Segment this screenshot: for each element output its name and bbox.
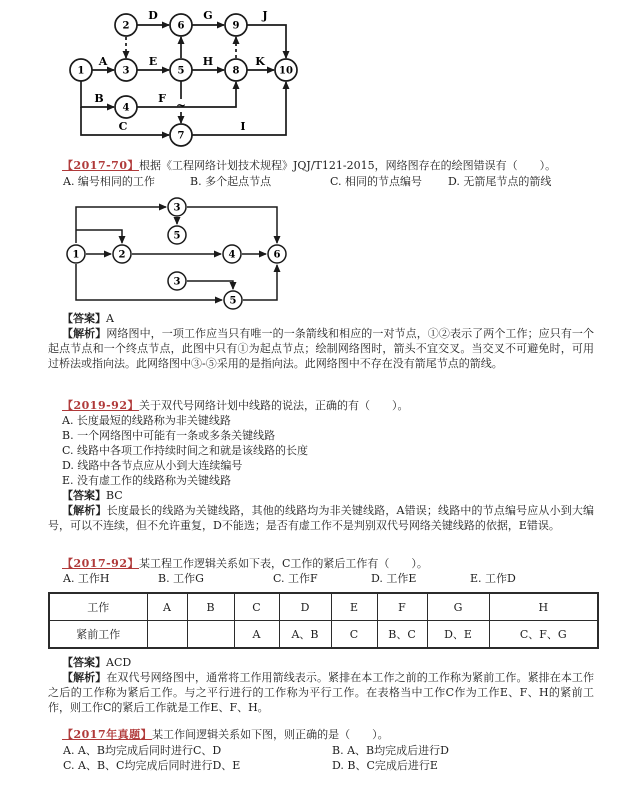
network-diagram-1 [58, 2, 388, 160]
svg-text:2: 2 [122, 20, 130, 32]
table-cell: C [331, 621, 377, 649]
table-cell: B、C [377, 621, 427, 649]
question-text: 关于双代号网络计划中线路的说法，正确的有（ ）。 [139, 399, 409, 412]
options-row-2-2017-zhenti [48, 758, 594, 773]
option-c: C. 线路中各项工作持续时间之和就是该线路的长度 [62, 444, 309, 457]
option-b: B. A、B均完成后进行D [332, 744, 449, 757]
table-cell: B [187, 593, 234, 621]
table-header-cell: 紧前工作 [49, 621, 147, 649]
option-a: A. 工作H [63, 572, 110, 585]
analysis-text: 在双代号网络图中，通常将工作用箭线表示。紧排在本工作之前的工作称为紧前工作。紧排在本工作之后的工作称为紧后工作。与之平行进行的工作称为平行工作。在表格当中工作C作为工作E、F、H的紧前工作，则工作C的紧后工作就是工作E、F、H。 [48, 671, 594, 714]
svg-text:C: C [118, 120, 128, 133]
answer-value: A [106, 312, 114, 325]
option-d: D. 线路中各节点应从小到大连续编号 [62, 459, 243, 472]
svg-text:G: G [203, 9, 213, 22]
svg-text:2: 2 [118, 249, 126, 261]
option-e: E. 没有虚工作的线路称为关键线路 [62, 474, 232, 487]
answer-label: 【答案】 [62, 312, 106, 325]
answer-value: ACD [106, 656, 132, 669]
option-b: B. 多个起点节点 [190, 175, 272, 188]
analysis-2019-92 [48, 503, 594, 533]
svg-text:K: K [255, 55, 265, 68]
svg-text:4: 4 [228, 249, 236, 261]
question-stem-2019-92 [48, 398, 594, 413]
option-b: B. 一个网络图中可能有一条或多条关键线路 [62, 429, 276, 442]
svg-text:3: 3 [173, 202, 181, 214]
svg-text:3: 3 [173, 276, 181, 288]
table-cell: C [234, 593, 279, 621]
question-stem-2017-zhenti [48, 727, 594, 742]
svg-text:7: 7 [177, 130, 185, 142]
question-text: 某工程工作逻辑关系如下表，C工作的紧后工作有（ ）。 [139, 557, 428, 570]
analysis-2017-92 [48, 670, 594, 715]
svg-text:B: B [94, 92, 104, 105]
answer-label: 【答案】 [62, 489, 106, 502]
svg-text:6: 6 [177, 20, 185, 32]
options-row-2017-70 [48, 174, 594, 189]
svg-text:F: F [158, 92, 166, 105]
network-diagram-2 [62, 197, 302, 315]
analysis-2017-70 [48, 326, 594, 371]
svg-text:10: 10 [279, 65, 293, 77]
options-row-1-2017-zhenti [48, 743, 594, 758]
question-tag: 【2017年真题】 [62, 728, 153, 741]
options-list-2019-92 [48, 413, 594, 488]
question-tag: 【2019-92】 [62, 399, 139, 412]
question-stem-2017-92 [48, 556, 594, 571]
svg-text:J: J [262, 9, 268, 22]
table-cell [147, 621, 187, 649]
table-cell: F [377, 593, 427, 621]
options-row-2017-92 [48, 571, 594, 586]
svg-text:H: H [202, 55, 214, 68]
option-d: D. B、C完成后进行E [332, 759, 438, 772]
question-text: 根据《工程网络计划技术规程》JQJ/T121-2015，网络图存在的绘图错误有（ ）。 [139, 159, 557, 172]
table-cell: A [234, 621, 279, 649]
answer-line-2017-92 [48, 655, 594, 670]
option-b: B. 工作G [158, 572, 204, 585]
table-row-predecessors [49, 621, 598, 649]
option-a: A. 编号相同的工作 [63, 175, 155, 188]
question-tag: 【2017-70】 [62, 159, 139, 172]
answer-value: BC [106, 489, 123, 502]
table-cell: A [147, 593, 187, 621]
table-header-cell: 工作 [49, 593, 147, 621]
answer-line-2017-70 [48, 311, 594, 326]
analysis-label: 【解析】 [62, 504, 107, 517]
svg-text:5: 5 [173, 230, 181, 242]
analysis-label: 【解析】 [62, 327, 107, 340]
table-cell: A、B [279, 621, 331, 649]
svg-text:6: 6 [273, 249, 281, 261]
answer-label: 【答案】 [62, 656, 106, 669]
svg-text:A: A [98, 55, 108, 68]
option-c: C. 工作F [273, 572, 318, 585]
table-row-work [49, 593, 598, 621]
svg-text:D: D [148, 9, 158, 22]
question-stem-2017-70 [48, 158, 594, 173]
svg-text:3: 3 [122, 65, 130, 77]
analysis-text: 长度最长的线路为关键线路，其他的线路均为非关键线路，A错误；线路中的节点编号应从小到大编号，可以不连续，但不允许重复，D不能选；是否有虚工作不是判别双代号网络关键线路的依据，E错误。 [48, 504, 594, 532]
option-c: C. 相同的节点编号 [330, 175, 423, 188]
svg-text:I: I [240, 120, 246, 133]
analysis-label: 【解析】 [62, 671, 107, 684]
table-cell: E [331, 593, 377, 621]
option-d: D. 工作E [371, 572, 417, 585]
option-a: A. 长度最短的线路称为非关键线路 [62, 414, 231, 427]
table-cell: D [279, 593, 331, 621]
option-a: A. A、B均完成后同时进行C、D [63, 744, 222, 757]
table-cell [187, 621, 234, 649]
question-text: 某工作间逻辑关系如下图，则正确的是（ ）。 [152, 728, 389, 741]
svg-text:E: E [148, 55, 158, 68]
analysis-text: 网络图中，一项工作应当只有唯一的一条箭线和相应的一对节点，①②表示了两个工作；应只有一个起点节点和一个终点节点，此图中只有①为起点节点；绘制网络图时，箭头不宜交叉。当交叉不可避免时，可用过桥法或指向法。此网络图中③-⑤采用的是指向法。此网络图中不存在没有箭尾节点的箭线。 [48, 327, 594, 370]
svg-text:1: 1 [77, 65, 85, 77]
svg-text:8: 8 [232, 65, 240, 77]
answer-line-2019-92 [48, 488, 594, 503]
table-cell: H [489, 593, 598, 621]
svg-text:5: 5 [177, 65, 185, 77]
option-e: E. 工作D [470, 572, 516, 585]
svg-text:5: 5 [229, 295, 237, 307]
table-cell: C、F、G [489, 621, 598, 649]
question-tag: 【2017-92】 [62, 557, 139, 570]
svg-text:1: 1 [72, 249, 80, 261]
table-cell: G [427, 593, 489, 621]
table-cell: D、E [427, 621, 489, 649]
svg-text:4: 4 [122, 102, 130, 114]
svg-text:~: ~ [175, 98, 187, 112]
option-d: D. 无箭尾节点的箭线 [448, 175, 552, 188]
svg-text:9: 9 [232, 20, 240, 32]
option-c: C. A、B、C均完成后同时进行D、E [63, 759, 241, 772]
logic-relations-table [48, 592, 599, 649]
